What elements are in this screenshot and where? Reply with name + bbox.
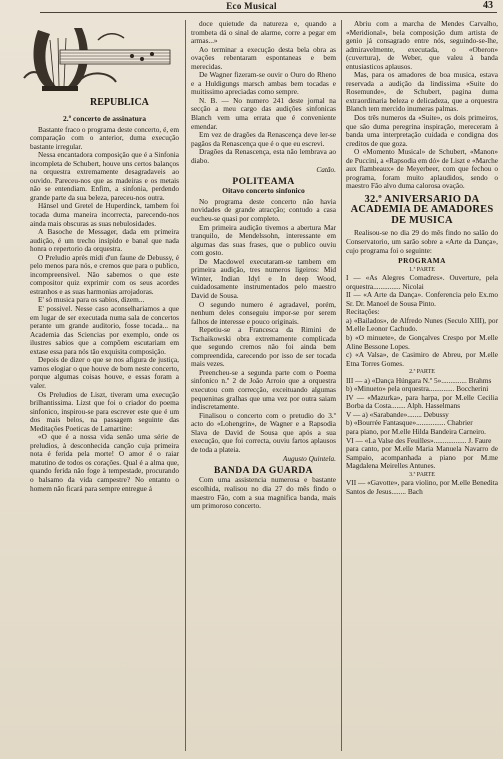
paragraph: Com uma assistencia numerosa e bastante escolhida, realisou no dia 27 do mês findo o maestro Fão, com a sua magnifica banda, mais um primoroso concerto. bbox=[191, 475, 336, 511]
section-title-republica: REPUBLICA bbox=[90, 97, 149, 108]
column-divider-1 bbox=[185, 20, 186, 751]
section-title-banda: BANDA DA GUARDA bbox=[214, 465, 313, 476]
paragraphs-col2-bottom bbox=[191, 476, 336, 510]
program-item: II — «A Arte da Dança». Conferencia pelo Ex.mo Sr. Dr. Manoel de Sousa Pinto. bbox=[346, 290, 498, 308]
paragraph: Hänsel und Gretel de Huperdinck, tambem foi tocada duma maneira incorrecta, parecendo-nos ainda mais obscuras as suas nebulosidades. bbox=[30, 201, 179, 228]
paragraph: A Basoche de Messager, dada em primeira audição, é um trecho insípido e banal que nada honra o repertorio da orquestra. bbox=[30, 227, 179, 254]
paragraphs-col2-mid bbox=[191, 198, 336, 454]
part-3-label: 3.ª PARTE bbox=[409, 471, 435, 478]
program-item: Recitações: bbox=[346, 307, 380, 317]
paragraph: Os Preludios de Liszt, tiveram uma execução brilhantissima. Lizst que foi o criador do poema sinfonico, inspirou-se para escrever este que é um dos mais belos, na passagem seguinte das Meditações Poeticas de Lamartine: bbox=[30, 389, 179, 433]
column-2 bbox=[191, 20, 336, 751]
program-item: b) «Bourrée Fantasque»................ Chabrier bbox=[346, 418, 473, 428]
paragraph: De Macdowel executaram-se tambem em primeira audição, tres numeros ligeiros: Mid Winter, Indian Idyl e In deep Wood, cuidadosamente instrumentados pelo maestro David de Sousa. bbox=[191, 256, 336, 300]
paragraph: No programa deste concerto não havia novidades de grande atracção; contudo a casa eucheu-se quasi por completo. bbox=[191, 196, 336, 224]
paragraph: Em primeira audição tivemos a abertura Mar tranquilo, de Mendelssohn, interessante em algumas das suas frases, que o publico ouviu com gosto. bbox=[191, 222, 336, 258]
signature-quintela: Augusto Quintela. bbox=[282, 454, 336, 464]
paragraphs-col3-top bbox=[346, 20, 498, 191]
header-rule bbox=[40, 12, 497, 13]
paragraph: Mas, para os amadores de boa musica, estava reservada a audição da lindissima «Suite do Rosemunde», de Schubert, pagina duma extraordinaria beleza e delicadeza, que a orquestra Blanch tem mercido inumeras palmas. bbox=[346, 70, 498, 114]
program-item: IV — «Mazurka», para harpa, por M.elle Cecilia Borba da Costa........ Alph. Hasselmans bbox=[346, 392, 498, 411]
program-item: b) «Minueto» pela orquestra.............. Boccherini bbox=[346, 384, 489, 394]
section-title-politeama: POLITEAMA bbox=[232, 176, 295, 187]
paragraphs-col1 bbox=[30, 126, 179, 494]
paragraph: O «Momento Musical» de Schubert, «Manon» de Puccini, a «Rapsodia em dó» de Liszt e «Marche aux flambeaux» de Meyerbeer, com que fechou o programa, foram muito aplaudidos, sendo o maestro Fão alvo duma calorosa ovação. bbox=[346, 147, 498, 191]
subtitle-concert: 2.º concerto de assinatura bbox=[62, 114, 147, 123]
paragraph: Repetiu-se a Francesca da Rimini de Tschaikowski obra extremamente complicada que segundo cremos não foi ainda bem compreendida, carecendo por isso de ser tocada mais vezes. bbox=[191, 325, 336, 369]
part-1-label: 1.ª PARTE bbox=[409, 266, 435, 273]
paragraph: doce quietude da natureza e, quando a trombeta dá o sinal de alarme, corre a pegar em armas...» bbox=[191, 19, 336, 46]
program-part-1 bbox=[346, 274, 498, 368]
paragraphs-col2-top bbox=[191, 20, 336, 165]
running-title: Eco Musical bbox=[226, 1, 277, 11]
paragraph: Dos três numeros da «Suite», os dois primeiros, que são duma peregrina inspiração, mereceram à banda uma interpretação cuidada e condigna dos creditos de que goza. bbox=[346, 113, 498, 148]
paragraph: N. B. — No numero 241 deste jornal na secção a meu cargo das audições sinfonicas Blanch vem uma errata que é conveniente emendar. bbox=[191, 95, 336, 131]
paragraph: E' só musica para os sabios, dizem... bbox=[38, 295, 145, 305]
program-item: b) «O minuete», de Gonçalves Crespo por M.elle Aline Bessone Lopes. bbox=[346, 333, 498, 351]
anniversary-intro: Realisou-se no dia 29 do mês findo no salão do Conservatorio, um sarão sobre a «Arte da Dança», cujo programa foi o seguinte: bbox=[346, 228, 498, 255]
column-1 bbox=[30, 20, 179, 751]
signature-catao: Catão. bbox=[316, 165, 336, 175]
program-item: para piano, por M.elle Hilda Bandeira Carneiro. bbox=[346, 427, 487, 437]
paragraph: E' possivel. Nesse caso aconselhariamos a que em lugar de ser executada numa sala de concertos perante um grande auditorio, fosse tocada... na Academia das Sciencias por exemplo, onde os ilustres sabios que a compõem escutariam em extase essa para nós tão exquisita composição. bbox=[30, 304, 179, 356]
program-item: VI — «La Valse des Feuilles».................. J. Faure bbox=[346, 435, 492, 445]
paragraph: Em vez de dragões da Renascença deve ler-se pagãos da Renascença que é o que eu escrevi. bbox=[191, 130, 336, 148]
part-2-label: 2.ª PARTE bbox=[409, 369, 435, 376]
program-item: VII — «Gavotte», para violino, por M.elle Benedita Santos de Jesus........ Bach bbox=[346, 478, 498, 496]
paragraph: «O que é a nossa vida senão uma série de preludios, à desconhecida canção cuja primeira nota é ferida pela morte! O amor é o raiar matutino de todos os corações. Qual é a alma que, quando ferida não foge à tempestade, procurando o balsamo da vida campestre? No entanto o homem não ficará para sempre entregue á bbox=[30, 432, 179, 493]
column-3 bbox=[346, 20, 498, 751]
paragraph: Bastante fraco o programa deste concerto, é, em comparação com o anterior, duma execução bastante irregular. bbox=[30, 124, 179, 151]
subtitle-eighth-concert: Oitavo concerto sinfonico bbox=[222, 186, 305, 196]
paragraph: Abriu com a marcha de Mendes Carvalho, «Meridional», bela composição dum artista de genio já consagrado entre nós, seguindo-se-lhe, admiravelmente, executada, o «Oberon» (cuvertura), de Weber, que valeu à banda entusiasticos aplausos. bbox=[346, 19, 498, 71]
paragraph: Preencheu-se a segunda parte com o Poema sinfonico n.º 2 de João Arroio que a orquestra executou com correcção, exceituando algumas pequeninas gralhas que uma vez por outra saiam indiscretamente. bbox=[191, 367, 336, 412]
section-emblem bbox=[20, 20, 179, 114]
lyre-emblem-icon bbox=[20, 20, 180, 114]
section-title-anniversary: 32.º ANIVERSARIO DA ACADEMIA DE AMADORES DE MUSICA bbox=[350, 193, 494, 226]
paragraph: Finalisou o concerto com o pretudio do 3.º acto do «Lohengrin», de Wagner e a Rapsodia Slava de David de Sousa que após a sua execução, que foi correcta, ouviu fartos aplausos de toda a plateia. bbox=[191, 410, 336, 454]
paragraph: O Preludio après midi d'un faune de Debussy, é pelo menos para nós, e cremos que para o publico, incompreensivel. Não sabemos o que este compositor quiz exprimir com os seus acordes estranhos e as suas harmonias arrojadoras. bbox=[30, 252, 179, 296]
program-item: c) «A Valsa», de Casimiro de Abreu, por M.elle Etna Torres Gomes. bbox=[346, 350, 498, 368]
program-item: a) «Bailados», de Alfredo Nunes (Seculo XIII), por M.elle Leonor Cachudo. bbox=[346, 315, 498, 334]
paragraph: Depois de dizer o que se nos afigura de justiça, vamos elogiar o que houve de bom neste concerto, porque algumas coisas houve, e essas foram a valer. bbox=[30, 355, 179, 390]
paragraph: O segundo numero é agradavel, porém, nenhum deles conseguiu impor-se por serem falhos de interesse e pouco originais. bbox=[191, 299, 336, 326]
program-item: I — «As Alegres Comadres». Ouverture, pela orquestra............... Nicolai bbox=[346, 273, 498, 291]
program-item: V — a) «Sarabande»........ Debussy bbox=[346, 409, 449, 419]
program-title: PROGRAMA bbox=[398, 256, 446, 266]
column-divider-2 bbox=[341, 20, 342, 751]
paragraph: Dragões da Renascença, esta não lembrava ao diabo. bbox=[191, 147, 336, 165]
program-part-3 bbox=[346, 479, 498, 496]
paragraph: Nessa encantadora composição que é a Sinfonia incompleta de Schubert, houve uns certos balanços na orquestra extremamente desagradaveis ao ouvido. Pareceu-nos que as madeiras e os metais não se entendiam. Enfim, a sinfonia, perdendo grande parte da sua beleza, pareceu-nos outra. bbox=[30, 150, 179, 202]
program-part-2 bbox=[346, 377, 498, 471]
program-item: para canto, por M.elle Maria Manuela Navarro de Sampaio, acompanhada a piano por M.me Magdalena Meirelles Antunes. bbox=[346, 444, 498, 471]
paragraph: Ao terminar a execução desta bela obra as ovações rebentaram espontaneas e bem merecidas. bbox=[191, 44, 336, 71]
paragraph: De Wagner fizeram-se ouvir o Ouro do Rheno e a Huldigungs marsch ambas bem tocadas e muitissimo apreciadas como sempre. bbox=[191, 70, 336, 97]
program-item: III — a) «Dança Húngara N.º 5».............. Brahms bbox=[346, 375, 492, 385]
page-number: 43 bbox=[483, 0, 493, 11]
